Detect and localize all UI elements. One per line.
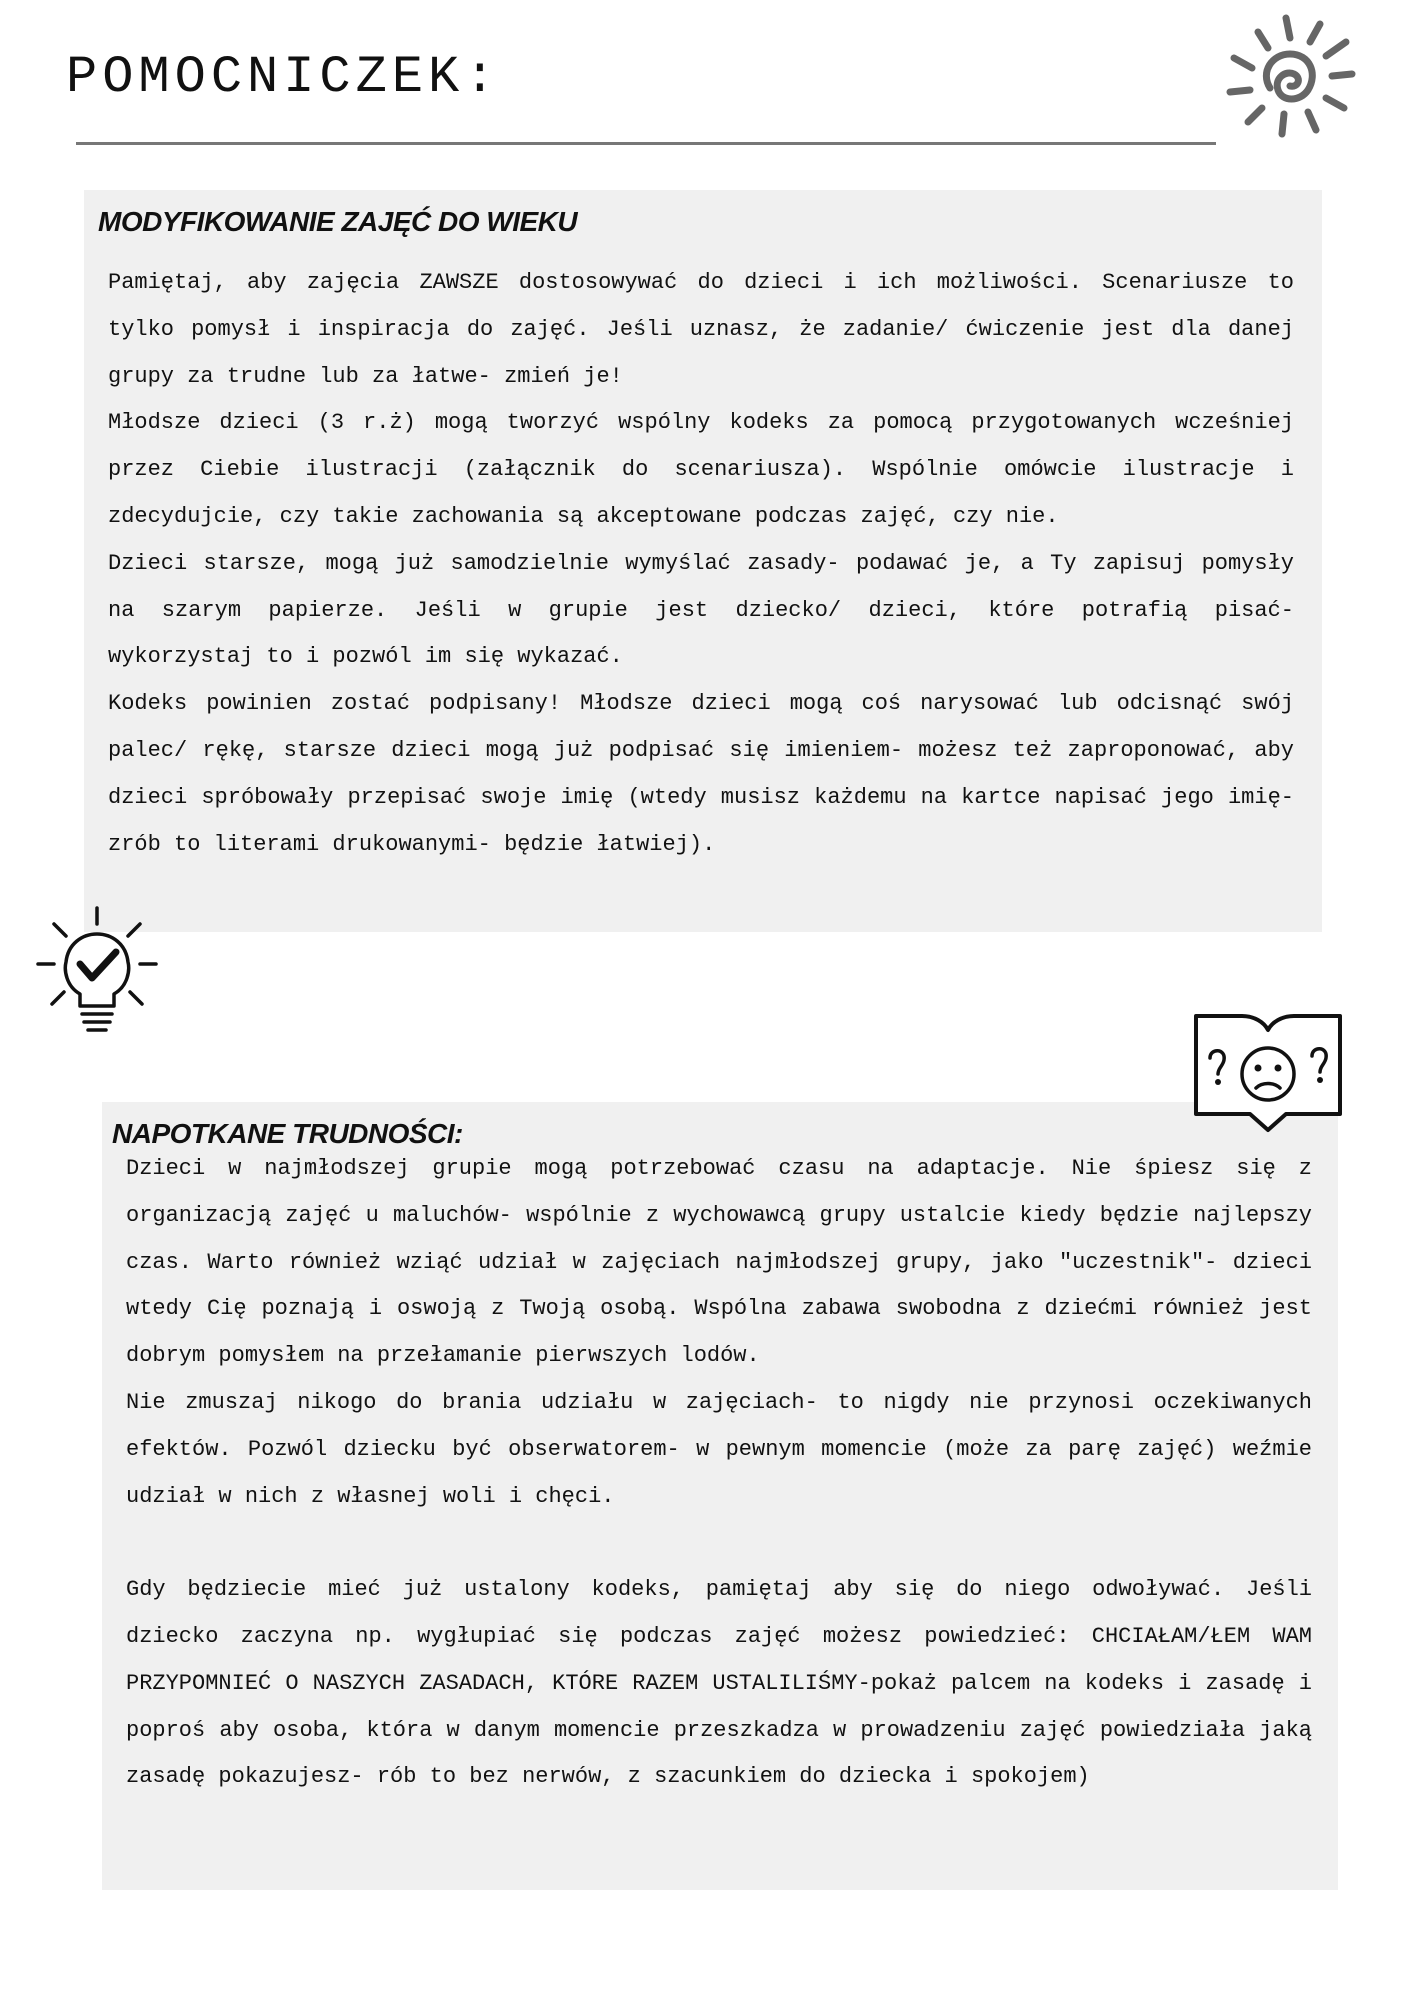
paragraph: Pamiętaj, aby zajęcia ZAWSZE dostosowywać do dzieci i ich możliwości. Scenariusze to tylko pomysł i inspiracja do zajęć. Jeśli uznasz, że zadanie/ ćwiczenie jest dla danej grupy za trudne lub za łatwe- zmień je! [108,270,1294,389]
section-difficulties [102,1102,1338,1890]
paragraph: Gdy będziecie mieć już ustalony kodeks, pamiętaj aby się do niego odwoływać. Jeśli dziecko zaczyna np. wygłupiać się podczas zajęć możesz powiedzieć: CHCIAŁAM/ŁEM WAM PRZYPOMNIEĆ O NASZYCH ZASADACH, KTÓRE RAZEM USTALILIŚMY-pokaż palcem na kodeks i zasadę i poproś aby osoba, która w danym momencie przeszkadza w prowadzeniu zajęć powiedziała jaką zasadę pokazujesz- rób to bez nerwów, z szacunkiem do dziecka i spokojem) [126,1577,1312,1790]
page-title: POMOCNICZEK: [66,48,501,107]
sun-swirl-icon [1220,12,1360,142]
section-heading: MODYFIKOWANIE ZAJĘĆ DO WIEKU [98,206,578,237]
section-age-modification [84,190,1322,932]
lightbulb-check-icon [36,906,158,1040]
paragraph: Młodsze dzieci (3 r.ż) mogą tworzyć wspólny kodeks za pomocą przygotowanych wcześniej przez Ciebie ilustracji (załącznik do scenariusza). Wspólnie omówcie ilustracje i zdecydujcie, czy takie zachowania są akceptowane podczas zajęć, czy nie. [108,410,1294,529]
paragraph: Kodeks powinien zostać podpisany! Młodsze dzieci mogą coś narysować lub odcisnąć swój palec/ rękę, starsze dzieci mogą już podpisać się imieniem- możesz też zaproponować, aby dzieci spróbowały przepisać swoje imię (wtedy musisz każdemu na kartce napisać jego imię- zrób to literami drukowanymi- będzie łatwiej). [108,691,1294,857]
paragraph: Nie zmuszaj nikogo do brania udziału w zajęciach- to nigdy nie przynosi oczekiwanych efektów. Pozwól dziecku być obserwatorem- w pewnym momencie (może za parę zajęć) weźmie udział w nich z własnej woli i chęci. [126,1389,1312,1509]
title-underline [76,142,1216,145]
section-body [126,1146,1312,1801]
section-heading: NAPOTKANE TRUDNOŚCI: [112,1118,463,1149]
book-confused-face-icon [1190,1010,1346,1138]
paragraph: Dzieci w najmłodszej grupie mogą potrzebować czasu na adaptacje. Nie śpiesz się z organizacją zajęć u maluchów- wspólnie z wychowawcą grupy ustalcie kiedy będzie najlepszy czas. Warto również wziąć udział w zajęciach najmłodszej grupy, jako "uczestnik"- dzieci wtedy Cię poznają i oswoją z Twoją osobą. Wspólna zabawa swobodna z dziećmi również jest dobrym pomysłem na przełamanie pierwszych lodów. [126,1156,1312,1369]
section-body [108,260,1294,868]
paragraph: Dzieci starsze, mogą już samodzielnie wymyślać zasady- podawać je, a Ty zapisuj pomysły na szarym papierze. Jeśli w grupie jest dziecko/ dzieci, które potrafią pisać- wykorzystaj to i pozwól im się wykazać. [108,550,1294,670]
paragraph-gap [126,1520,1312,1567]
